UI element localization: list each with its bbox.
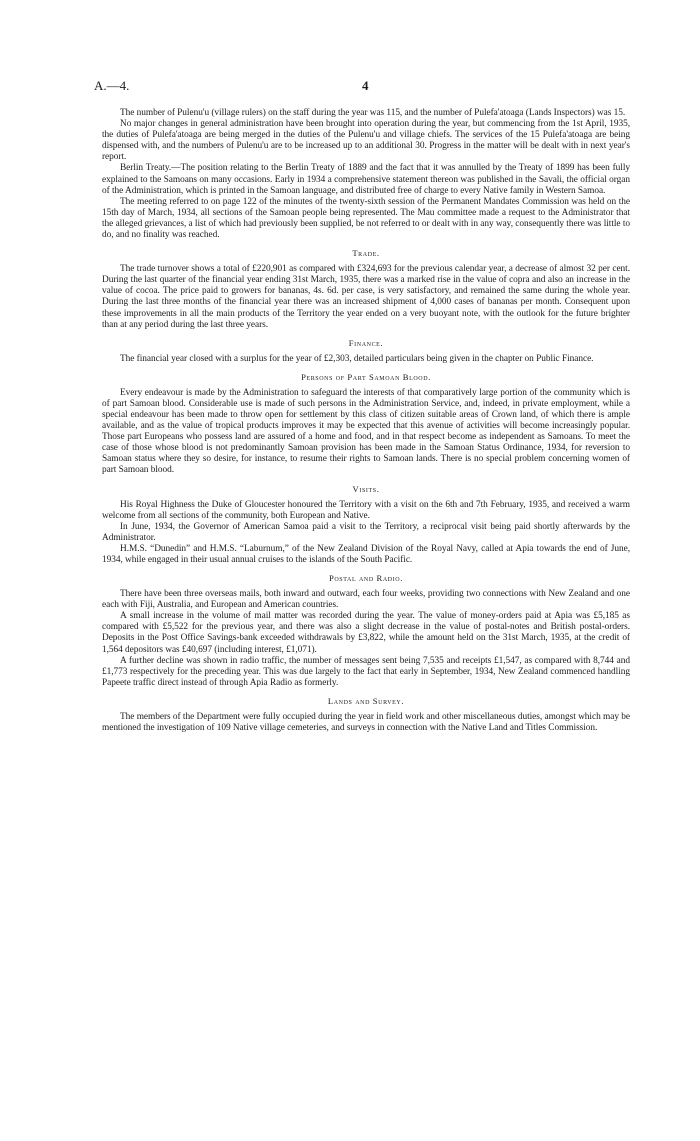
section-heading: Visits. — [352, 483, 380, 494]
page-number: 4 — [362, 78, 369, 93]
section-finance — [102, 338, 630, 365]
paragraph: The financial year closed with a surplus for the year of £2,303, detailed particulars being given in the chapter on Public Finance. — [120, 353, 594, 364]
section-visits — [102, 484, 630, 567]
section-postal-radio — [102, 573, 630, 689]
section-heading: Postal and Radio. — [328, 573, 403, 584]
section-lands-survey — [102, 696, 630, 734]
paragraph: The number of Pulenu'u (village rulers) on the staff during the year was 115, and the number of Pulefa'atoaga (Lands Inspectors) was 15. — [120, 108, 626, 118]
page-reference: A.—4. — [94, 78, 130, 93]
paragraph: A small increase in the volume of mail matter was recorded during the year. The value of money-orders paid at Apia was £5,185 as compared with £5,522 for the previous year, and there was also a slight decrease in the value of postal-notes and British postal-orders. Deposits in the Post Office Savings-bank exceeded withdrawals by £3,822, while the amount held on the 31st March, 1935, at the credit of 1,564 depositors was £40,697 (including interest, £1,071). — [102, 611, 630, 655]
section-heading: Persons of Part Samoan Blood. — [301, 371, 431, 382]
paragraph: The meeting referred to on page 122 of the minutes of the twenty-sixth session of the Permanent Mandates Commission was held on the 15th day of March, 1934, all sections of the Samoan people being represented. The Mau committee made a request to the Administrator that the alleged grievances, a list of which had previously been supplied, be not referred to or dealt with in any way, consequently there was little to do, and no finality was reached. — [102, 196, 630, 241]
document-page — [94, 78, 630, 737]
paragraph: In June, 1934, the Governor of American Samoa paid a visit to the Territory, a reciprocal visit being paid shortly afterwards by the Administrator. — [102, 521, 630, 543]
section-heading: Finance. — [348, 337, 384, 348]
section-trade — [102, 248, 630, 331]
paragraph: A further decline was shown in radio traffic, the number of messages sent being 7,535 and receipts £1,547, as compared with 8,744 and £1,773 respectively for the preceding year. This was due largely to the fact that early in September, 1934, New Zealand commenced handling Papeete traffic direct instead of through Apia Radio as formerly. — [102, 655, 630, 688]
paragraph: The trade turnover shows a total of £220,901 as compared with £324,693 for the previous calendar year, a decrease of almost 32 per cent. During the last quarter of the financial year ending 31st March, 1935, there was a marked rise in the value of copra and also an increase in the value of cocoa. The price paid to growers for bananas, 4s. 6d. per case, is very satisfactory, and remained the same during the whole year. During the last three months of the financial year there was an increased shipment of 4,000 cases of bananas per month. Consequent upon these improvements in all the main products of the Territory the year ended on a very buoyant note, with the outlook for the future brighter than at any period during the last three years. — [102, 264, 630, 330]
section-heading: Lands and Survey. — [327, 695, 405, 706]
paragraph: The members of the Department were fully occupied during the year in field work and other miscellaneous duties, amongst which may be mentioned the investigation of 109 Native village cemeteries, and surveys in connection with the Native Land and Titles Commission. — [102, 711, 630, 734]
paragraph: Every endeavour is made by the Administration to safeguard the interests of that comparatively large portion of the community which is of part Samoan blood. Considerable use is made of such persons in the Administration Service, and, indeed, in private employment, while a special endeavour has been made to throw open for settlement by this class of citizen suitable areas of Crown land, of which there is ample available, and as the value of tropical products improves it may be expected that this avenue of activities will become increasingly popular. Those part Europeans who possess land are assured of a home and food, and in that respect become as independent as Samoans. To meet the case of those whose blood is not predominantly Samoan provision has been made in the Samoan Status Ordinance, 1934, for reversion to Samoan status where they so desire, for instance, to resume their rights to Samoan lands. There is no special problem concerning women of part Samoan blood. — [102, 387, 630, 476]
page-header — [94, 78, 630, 96]
paragraph: Berlin Treaty.—The position relating to the Berlin Treaty of 1889 and the fact that it was annulled by the Treaty of 1899 has been fully explained to the Samoans on many occasions. Early in 1934 a comprehensive statement thereon was published in the Savali, the official organ of the Administration, which is printed in the Samoan language, and distributed free of charge to every Native family in Western Samoa. — [102, 163, 630, 196]
paragraph: His Royal Highness the Duke of Gloucester honoured the Territory with a visit on the 6th and 7th February, 1935, and received a warm welcome from all sections of the community, both European and Native. — [102, 499, 630, 521]
section-heading: Trade. — [352, 248, 380, 259]
intro-block — [102, 108, 630, 241]
paragraph: There have been three overseas mails, both inward and outward, each four weeks, providing two connections with New Zealand and one each with Fiji, Australia, and European and American countries. — [102, 589, 630, 611]
section-part-samoan — [102, 372, 630, 477]
paragraph: H.M.S. “Dunedin” and H.M.S. “Laburnum,” of the New Zealand Division of the Royal Navy, called at Apia towards the end of June, 1934, while engaged in their usual annual cruises to the islands of the South Pacific. — [102, 543, 630, 565]
paragraph: No major changes in general administration have been brought into operation during the year, but commencing from the 1st April, 1935, the duties of Pulefa'atoaga are being merged in the duties of the Pulenu'u and village chiefs. The services of the 15 Pulefa'atoaga are being dispensed with, and the numbers of Pulenu'u are to be increased up to an additional 30. Progress in the matter will be dealt with in next year's report. — [102, 119, 630, 163]
